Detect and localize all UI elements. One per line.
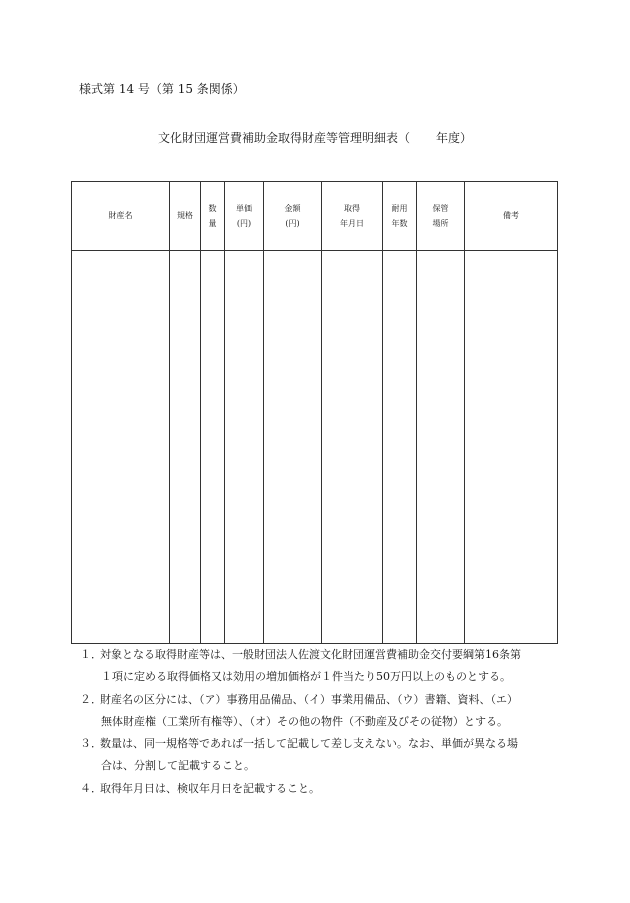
document-title bbox=[0, 129, 630, 146]
table-row bbox=[72, 251, 558, 644]
notes-list bbox=[80, 644, 560, 800]
note-text-cont: １項に定める取得価格又は効用の増加価格が１件当たり50万円以上のものとする。 bbox=[101, 670, 511, 684]
col-header-useful-life: 耐用 年数 bbox=[383, 182, 417, 251]
col-header-unit-price: 単価 (円) bbox=[225, 182, 264, 251]
table-header-row bbox=[72, 182, 558, 251]
note-item bbox=[80, 689, 560, 734]
form-number: 様式第 14 号（第 15 条関係） bbox=[79, 82, 245, 96]
note-item bbox=[80, 778, 560, 800]
col-header-storage-location: 保管 場所 bbox=[417, 182, 465, 251]
note-text-cont: 合は、分割して記載すること。 bbox=[101, 759, 255, 773]
note-text: 対象となる取得財産等は、一般財団法人佐渡文化財団運営費補助金交付要綱第16条第 bbox=[100, 648, 521, 661]
note-number: １． bbox=[80, 648, 102, 661]
cell-unit-price[interactable] bbox=[225, 251, 264, 644]
col-header-asset-name: 財産名 bbox=[72, 182, 170, 251]
note-item bbox=[80, 644, 560, 689]
note-item bbox=[80, 733, 560, 778]
cell-spec[interactable] bbox=[170, 251, 201, 644]
cell-storage-location[interactable] bbox=[417, 251, 465, 644]
col-header-quantity: 数 量 bbox=[201, 182, 225, 251]
col-header-acquisition-date: 取得 年月日 bbox=[322, 182, 383, 251]
title-main: 文化財団運営費補助金取得財産等管理明細表（ bbox=[157, 131, 410, 145]
note-text: 取得年月日は、検収年月日を記載すること。 bbox=[100, 781, 320, 795]
asset-ledger-table bbox=[71, 181, 558, 644]
col-header-amount: 金額 (円) bbox=[264, 182, 322, 251]
note-number: ３． bbox=[80, 737, 102, 751]
col-header-spec: 規格 bbox=[170, 182, 201, 251]
title-suffix: 年度） bbox=[436, 131, 473, 145]
col-header-remarks: 備考 bbox=[465, 182, 558, 251]
cell-quantity[interactable] bbox=[201, 251, 225, 644]
note-text: 数量は、同一規格等であれば一括して記載して差し支えない。なお、単価が異なる場 bbox=[100, 737, 518, 751]
note-number: ４． bbox=[80, 781, 102, 795]
cell-asset-name[interactable] bbox=[72, 251, 170, 644]
note-number: ２． bbox=[80, 692, 102, 706]
cell-amount[interactable] bbox=[264, 251, 322, 644]
cell-useful-life[interactable] bbox=[383, 251, 417, 644]
cell-acquisition-date[interactable] bbox=[322, 251, 383, 644]
cell-remarks[interactable] bbox=[465, 251, 558, 644]
note-text: 財産名の区分には、（ア）事務用品備品、（イ）事業用備品、（ウ）書籍、資料、（エ） bbox=[100, 692, 518, 706]
note-text-cont: 無体財産権（工業所有権等）、（オ）その他の物件（不動産及びその従物）とする。 bbox=[101, 714, 508, 728]
